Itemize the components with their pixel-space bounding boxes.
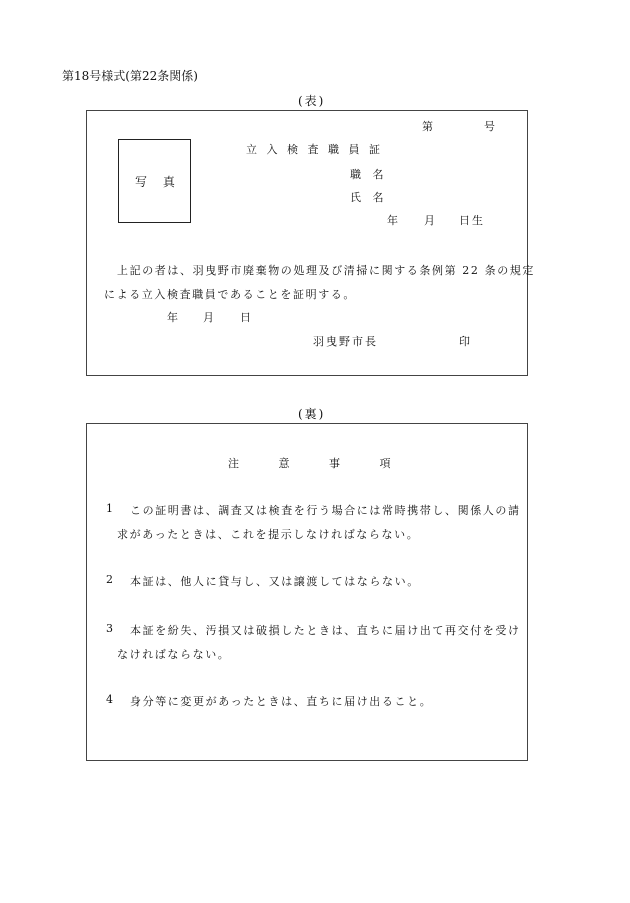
- number-dai: 第: [422, 120, 435, 133]
- front-body-line2: による立入検査職員であることを証明する。: [104, 288, 356, 301]
- name-label: 氏 名: [350, 191, 388, 204]
- card-title: 立 入 検 査 職 員 証: [246, 143, 383, 156]
- note-1-line2: 求があったときは、これを提示しなければならない。: [117, 528, 420, 541]
- note-4-number: 4: [106, 693, 115, 706]
- notes-heading: 注 意 事 項: [228, 457, 409, 470]
- post-label: 職 名: [350, 168, 388, 181]
- note-2-line1: 本証は、他人に貸与し、又は譲渡してはならない。: [130, 575, 420, 588]
- birth-month: 月: [424, 214, 437, 227]
- note-3-number: 3: [106, 622, 115, 635]
- issue-month: 月: [203, 311, 216, 324]
- birth-day: 日生: [459, 214, 485, 227]
- note-4-line1: 身分等に変更があったときは、直ちに届け出ること。: [130, 695, 433, 708]
- back-label: (裏): [298, 407, 326, 421]
- birth-year: 年: [387, 214, 400, 227]
- note-2-number: 2: [106, 573, 115, 586]
- back-card: [86, 423, 528, 761]
- number-go: 号: [484, 120, 497, 133]
- photo-label: 写 真: [135, 175, 181, 189]
- mayor-title: 羽曳野市長: [313, 335, 378, 348]
- issue-day: 日: [240, 311, 253, 324]
- note-3-line2: なければならない。: [117, 648, 231, 661]
- issue-year: 年: [167, 311, 180, 324]
- front-body-line1: 上記の者は、羽曳野市廃棄物の処理及び清掃に関する条例第 22 条の規定: [117, 264, 535, 277]
- note-1-number: 1: [106, 502, 115, 515]
- front-label: (表): [298, 94, 326, 108]
- form-title: 第18号様式(第22条関係): [62, 69, 198, 83]
- seal-mark: 印: [459, 335, 472, 348]
- note-1-line1: この証明書は、調査又は検査を行う場合には常時携帯し、関係人の請: [130, 504, 521, 517]
- photo-box: [118, 139, 191, 223]
- note-3-line1: 本証を紛失、汚損又は破損したときは、直ちに届け出て再交付を受け: [130, 624, 521, 637]
